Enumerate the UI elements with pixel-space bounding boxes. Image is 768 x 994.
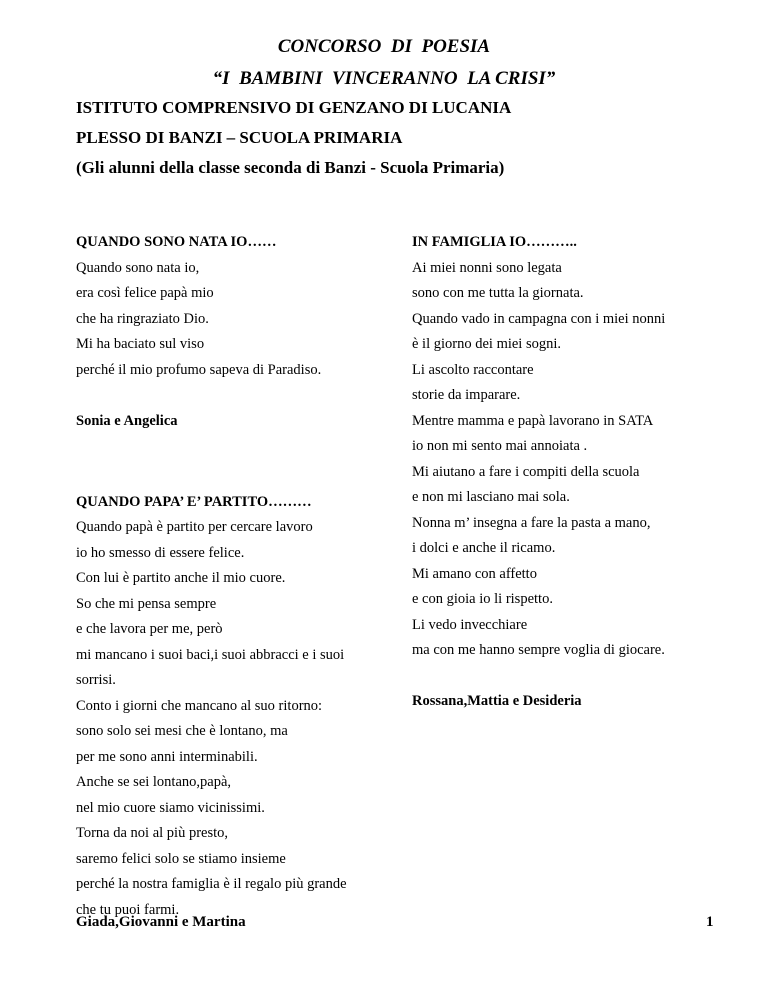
poem-line: ma con me hanno sempre voglia di giocare. (412, 642, 665, 658)
poem-line: sono con me tutta la giornata. (412, 285, 584, 301)
poem-line: sono solo sei mesi che è lontano, ma (76, 723, 288, 739)
poem-title: IN FAMIGLIA IO……….. (412, 234, 577, 250)
page-number: 1 (706, 914, 714, 930)
poem-line: perché il mio profumo sapeva di Paradiso. (76, 361, 322, 378)
poem-title: QUANDO PAPA’ E’ PARTITO……… (76, 493, 312, 510)
poem-line: perché la nostra famiglia è il regalo più grande (76, 876, 347, 892)
poem-line: e con gioia io li rispetto. (412, 591, 553, 607)
poem-line: Anche se sei lontano,papà, (76, 774, 232, 790)
poem-line: che ha ringraziato Dio. (76, 310, 209, 327)
poem-line: e non mi lasciano mai sola. (412, 489, 570, 505)
poem-line: Nonna m’ insegna a fare la pasta a mano, (412, 514, 651, 531)
poem-line: che tu puoi farmi. (76, 901, 180, 918)
poem-line: So che mi pensa sempre (76, 595, 217, 612)
school-branch: PLESSO DI BANZI – SCUOLA PRIMARIA (76, 128, 403, 147)
contest-title: CONCORSO DI POESIA (277, 36, 491, 57)
contest-subtitle: “I BAMBINI VINCERANNO LA CRISI” (212, 68, 556, 89)
poem-line: Quando papà è partito per cercare lavoro (76, 519, 313, 535)
poem-line: e che lavora per me, però (76, 621, 223, 637)
poem-line: per me sono anni interminabili. (76, 748, 258, 765)
poem-authors: Rossana,Mattia e Desideria (412, 693, 582, 709)
poem-line: io ho smesso di essere felice. (76, 544, 245, 561)
poem-line: io non mi sento mai annoiata . (412, 438, 588, 454)
poem-authors: Sonia e Angelica (76, 412, 178, 429)
poem-line: Mi aiutano a fare i compiti della scuola (412, 463, 640, 480)
poem-line: i dolci e anche il ricamo. (412, 540, 556, 556)
poem-line: storie da imparare. (412, 387, 521, 403)
poem-line: saremo felici solo se stiamo insieme (76, 850, 286, 867)
school-name: ISTITUTO COMPRENSIVO DI GENZANO DI LUCANIA (76, 98, 512, 117)
poem-line: mi mancano i suoi baci,i suoi abbracci e i suoi (76, 646, 345, 663)
poem-line: è il giorno dei miei sogni. (412, 336, 562, 352)
poem-line: Quando sono nata io, (76, 259, 200, 276)
left-column (76, 233, 376, 926)
poem-line: Torna da noi al più presto, (76, 825, 229, 841)
class-note: (Gli alunni della classe seconda di Banzi - Scuola Primaria) (76, 158, 505, 177)
poem-line: Mi ha baciato sul viso (76, 336, 205, 352)
poem-title: QUANDO SONO NATA IO…… (76, 234, 277, 250)
poem-line: Mentre mamma e papà lavorano in SATA (412, 412, 654, 429)
poem-line: Mi amano con affetto (412, 565, 537, 582)
poem-line: nel mio cuore siamo vicinissimi. (76, 799, 265, 816)
poem-line: Quando vado in campagna con i miei nonni (412, 310, 666, 327)
poem-line: Li ascolto raccontare (412, 361, 534, 378)
poem-line: sorrisi. (76, 672, 116, 688)
poem-line: Ai miei nonni sono legata (412, 259, 562, 276)
right-column (412, 233, 712, 718)
poem-authors: Giada,Giovanni e Martina (76, 914, 246, 930)
poem-line: Con lui è partito anche il mio cuore. (76, 570, 286, 586)
poem-line: Conto i giorni che mancano al suo ritorno: (76, 697, 323, 714)
poem-line: era così felice papà mio (76, 285, 214, 301)
poem-line: Li vedo invecchiare (412, 616, 528, 633)
